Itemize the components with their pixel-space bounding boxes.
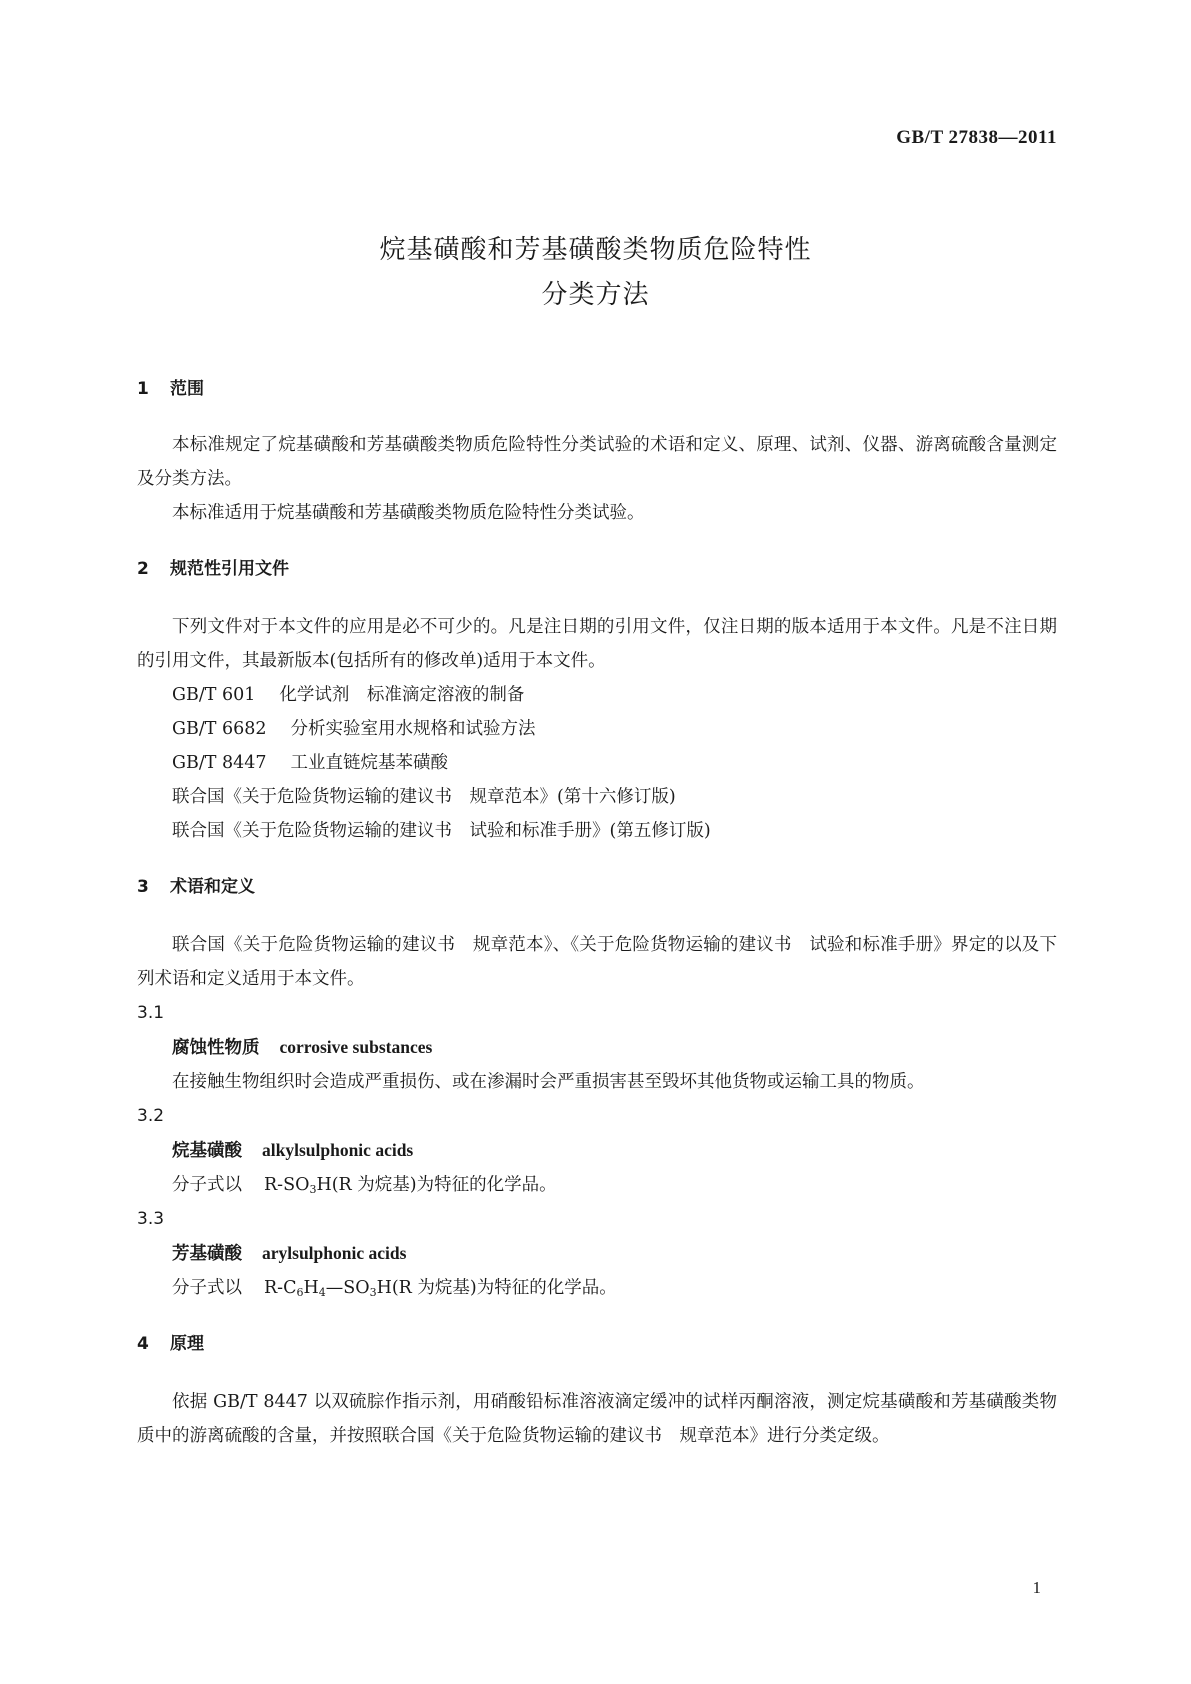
document-title xyxy=(0,228,1191,318)
paragraph: 联合国《关于危险货物运输的建议书 规章范本》、《关于危险货物运输的建议书 试验和标准手册》界定的以及下列术语和定义适用于本文件。 xyxy=(137,935,1057,989)
section-title: 规范性引用文件 xyxy=(170,559,289,579)
term-name xyxy=(137,1030,1057,1065)
reference-item xyxy=(137,746,1057,780)
standard-code: GB/T 27838—2011 xyxy=(896,127,1057,148)
section-number: 4 xyxy=(137,1334,149,1354)
title-line-1: 烷基磺酸和芳基磺酸类物质危险特性 xyxy=(379,235,812,265)
reference-item xyxy=(137,780,1057,814)
reference-code: GB/T 601 xyxy=(172,685,256,705)
term-name-zh: 腐蚀性物质 xyxy=(172,1038,260,1058)
reference-item xyxy=(137,712,1057,746)
section-heading-normative-references xyxy=(137,558,1057,580)
term-name-en: alkylsulphonic acids xyxy=(262,1140,414,1160)
section-number: 3 xyxy=(137,877,149,897)
section-heading-principle xyxy=(137,1333,1057,1355)
term-definition: 分子式以 $R-SO_3H(R$ 为烷基)为特征的化学品。 xyxy=(172,1175,557,1196)
paragraph: 本标准规定了烷基磺酸和芳基磺酸类物质危险特性分类试验的术语和定义、原理、试剂、仪器、游离硫酸含量测定及分类方法。 xyxy=(137,435,1057,489)
section-title: 范围 xyxy=(170,379,204,399)
section-title: 术语和定义 xyxy=(170,877,255,897)
term-number: 3.2 xyxy=(137,1106,165,1126)
reference-code: GB/T 6682 xyxy=(172,719,267,739)
reference-item xyxy=(137,814,1057,848)
term-name-en: arylsulphonic acids xyxy=(262,1243,407,1263)
paragraph: 下列文件对于本文件的应用是必不可少的。凡是注日期的引用文件，仅注日期的版本适用于本文件。凡是不注日期的引用文件，其最新版本(包括所有的修改单)适用于本文件。 xyxy=(137,617,1057,671)
document-body xyxy=(137,378,1057,1453)
reference-item xyxy=(137,678,1057,712)
reference-name: 分析实验室用水规格和试验方法 xyxy=(290,719,536,739)
term-number: 3.3 xyxy=(137,1209,165,1229)
reference-name: 化学试剂 标准滴定溶液的制备 xyxy=(279,685,525,705)
term-name-zh: 烷基磺酸 xyxy=(172,1141,242,1161)
section-title: 原理 xyxy=(170,1334,204,1354)
section-heading-terms-definitions xyxy=(137,876,1057,898)
term-definition: 分子式以 $R-C_6H_4—SO_3H(R$ 为烷基)为特征的化学品。 xyxy=(172,1278,617,1299)
section-number: 2 xyxy=(137,559,149,579)
paragraph: 依据 GB/T 8447 以双硫腙作指示剂，用硝酸铅标准溶液滴定缓冲的试样丙酮溶液，测定烷基磺酸和芳基磺酸类物质中的游离硫酸的含量，并按照联合国《关于危险货物运输的建议书 规章范本》进行分类定级。 xyxy=(137,1392,1057,1446)
section-heading-scope xyxy=(137,378,1057,400)
reference-name: 联合国《关于危险货物运输的建议书 规章范本》(第十六修订版) xyxy=(172,787,676,807)
term-name xyxy=(137,1133,1057,1168)
reference-name: 工业直链烷基苯磺酸 xyxy=(290,753,449,773)
title-line-2: 分类方法 xyxy=(541,280,650,310)
term-number: 3.1 xyxy=(137,1003,165,1023)
page-number: 1 xyxy=(1032,1578,1041,1597)
term-name xyxy=(137,1236,1057,1271)
term-name-zh: 芳基磺酸 xyxy=(172,1244,242,1264)
section-number: 1 xyxy=(137,379,149,399)
term-definition: 在接触生物组织时会造成严重损伤、或在渗漏时会严重损害甚至毁坏其他货物或运输工具的物质。 xyxy=(172,1072,925,1092)
reference-code: GB/T 8447 xyxy=(172,753,267,773)
paragraph: 本标准适用于烷基磺酸和芳基磺酸类物质危险特性分类试验。 xyxy=(172,503,645,523)
term-name-en: corrosive substances xyxy=(279,1037,433,1057)
reference-name: 联合国《关于危险货物运输的建议书 试验和标准手册》(第五修订版) xyxy=(172,821,711,841)
